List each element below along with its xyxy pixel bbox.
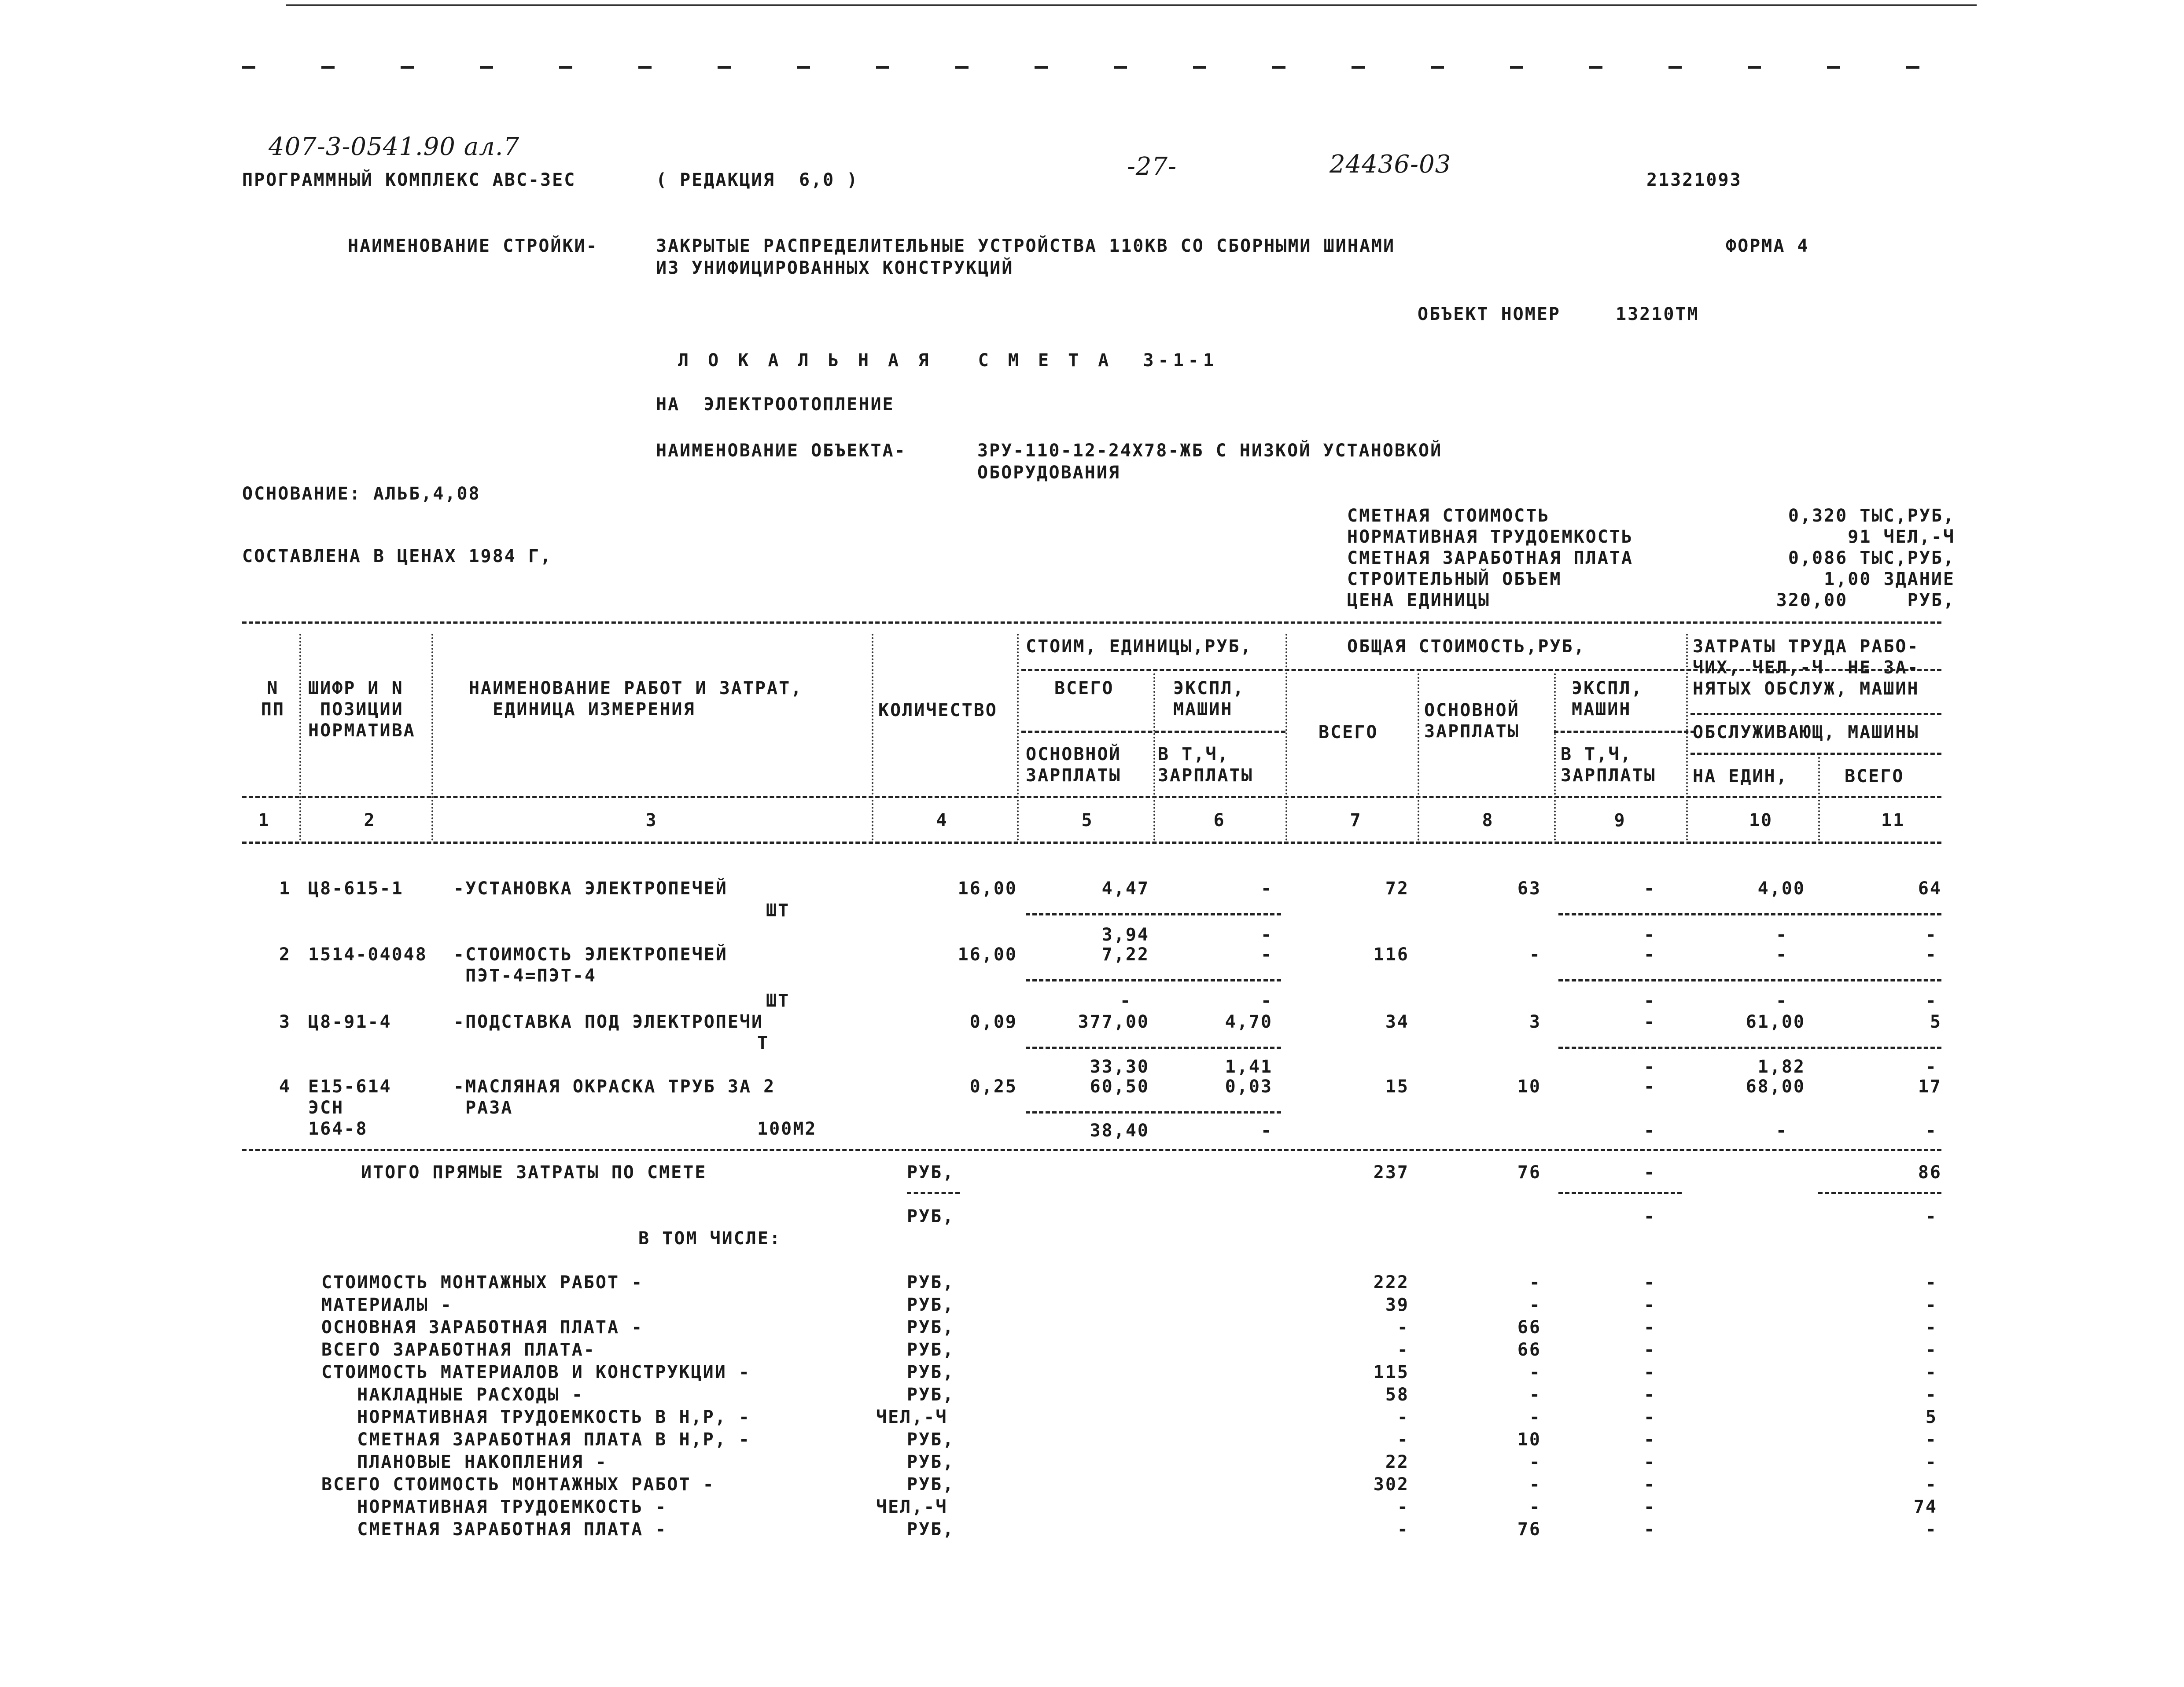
row-qty: 16,00 <box>958 945 1017 965</box>
perforation-dash <box>401 66 414 69</box>
column-separator <box>1285 634 1287 841</box>
col-header-uc-basic: ОСНОВНОЙ ЗАРПЛАТЫ <box>1026 744 1121 786</box>
construction-name-1: ЗАКРЫТЫЕ РАСПРЕДЕЛИТЕЛЬНЫЕ УСТРОЙСТВА 110КВ СО СБОРНЫМИ ШИНАМИ <box>656 236 1396 256</box>
row-c5b: 3,94 <box>1101 925 1149 945</box>
breakdown-c9: - <box>1643 1295 1656 1315</box>
row-c10: - <box>1775 945 1788 965</box>
column-separator <box>1686 634 1688 841</box>
estimate-on: НА ЭЛЕКТРООТОПЛЕНИЕ <box>656 394 895 415</box>
row-qty: 0,09 <box>969 1012 1017 1032</box>
row-c10b: 1,82 <box>1757 1057 1805 1077</box>
col-header-qty: КОЛИЧЕСТВО <box>878 700 998 720</box>
column-separator <box>1017 634 1019 841</box>
breakdown-c7: - <box>1397 1340 1409 1360</box>
breakdown-label: НОРМАТИВНАЯ ТРУДОЕМКОСТЬ - <box>321 1497 667 1517</box>
column-number: 6 <box>1213 810 1226 831</box>
object-name-2: ОБОРУДОВАНИЯ <box>977 463 1120 483</box>
row-c7: 72 <box>1385 878 1409 899</box>
row-n: 2 <box>279 945 291 965</box>
perforation-dash <box>1668 66 1682 69</box>
column-number: 10 <box>1749 810 1773 831</box>
breakdown-c9: - <box>1643 1497 1656 1517</box>
totals-c11: 86 <box>1918 1162 1942 1183</box>
row-name: -УСТАНОВКА ЭЛЕКТРОПЕЧЕЙ <box>453 878 728 899</box>
row-c9b: - <box>1643 1057 1656 1077</box>
totals-c9b: - <box>1643 1206 1656 1227</box>
breakdown-unit: РУБ, <box>907 1519 955 1540</box>
column-separator <box>431 634 433 841</box>
row-code: Ц8-91-4 <box>308 1012 392 1032</box>
row-sub-rule <box>1026 1111 1281 1114</box>
row-code: 1514-04048 <box>308 945 427 965</box>
estimate-prices: СОСТАВЛЕНА В ЦЕНАХ 1984 Г, <box>242 546 552 566</box>
breakdown-label: НАКЛАДНЫЕ РАСХОДЫ - <box>321 1385 584 1405</box>
column-number: 9 <box>1614 810 1626 831</box>
row-c11: 5 <box>1930 1012 1942 1032</box>
perforation-dash <box>321 66 335 69</box>
breakdown-unit: ЧЕЛ,-Ч <box>876 1497 948 1517</box>
row-c5: 7,22 <box>1101 945 1149 965</box>
row-c5b: 33,30 <box>1090 1057 1149 1077</box>
perforation-dash <box>1906 66 1919 69</box>
perforation-dash <box>1748 66 1761 69</box>
handwritten-ref: 407-3-0541.90 ал.7 <box>269 132 520 161</box>
summary-value: 0,086 ТЫС,РУБ, <box>1788 548 1955 568</box>
table-top-rule <box>242 621 1941 624</box>
breakdown-c7: - <box>1397 1519 1409 1540</box>
perforation-dash <box>1272 66 1285 69</box>
totals-sub-rule <box>1818 1192 1941 1194</box>
construction-label: НАИМЕНОВАНИЕ СТРОЙКИ- <box>348 236 598 256</box>
breakdown-unit: РУБ, <box>907 1272 955 1293</box>
totals-sub-rule <box>907 1192 960 1194</box>
summary-label: СТРОИТЕЛЬНЫЙ ОБЪЕМ <box>1347 569 1562 589</box>
row-unit: Т <box>757 1033 770 1053</box>
col-header-uc-total: ВСЕГО <box>1054 678 1114 698</box>
breakdown-unit: РУБ, <box>907 1474 955 1495</box>
row-c9: - <box>1643 1077 1656 1097</box>
breakdown-label: НОРМАТИВНАЯ ТРУДОЕМКОСТЬ В Н,Р, - <box>321 1407 751 1427</box>
breakdown-unit: РУБ, <box>907 1340 955 1360</box>
row-unit: 100М2 <box>757 1119 817 1139</box>
column-number: 4 <box>936 810 948 831</box>
construction-name-2: ИЗ УНИФИЦИРОВАННЫХ КОНСТРУКЦИЙ <box>656 258 1014 278</box>
row-sub-rule <box>1026 979 1281 981</box>
col-header-name: НАИМЕНОВАНИЕ РАБОТ И ЗАТРАТ, ЕДИНИЦА ИЗМЕРЕНИЯ <box>469 678 803 720</box>
col-header-unit-cost: СТОИМ, ЕДИНИЦЫ,РУБ, <box>1026 636 1252 657</box>
row-n: 3 <box>279 1012 291 1032</box>
col-header-tc-basic: ОСНОВНОЙ ЗАРПЛАТЫ <box>1424 700 1520 742</box>
row-c9: - <box>1643 1012 1656 1032</box>
breakdown-c9: - <box>1643 1362 1656 1382</box>
row-c5: 60,50 <box>1090 1077 1149 1097</box>
row-c11b: - <box>1925 1121 1937 1141</box>
perforation-dash <box>1035 66 1048 69</box>
breakdown-c7: 222 <box>1373 1272 1409 1293</box>
perforation-dash <box>1431 66 1444 69</box>
row-c6: - <box>1260 945 1273 965</box>
column-separator <box>1554 673 1556 841</box>
breakdown-c11: 5 <box>1925 1407 1937 1427</box>
breakdown-unit: ЧЕЛ,-Ч <box>876 1407 948 1427</box>
object-number-value: 13210ТМ <box>1616 304 1699 324</box>
form-label: ФОРМА 4 <box>1726 236 1809 256</box>
breakdown-c9: - <box>1643 1317 1656 1338</box>
breakdown-c11: - <box>1925 1385 1937 1405</box>
column-numbers-rule <box>242 842 1941 844</box>
col-header-labor-total: ВСЕГО <box>1845 766 1904 787</box>
breakdown-c11: - <box>1925 1519 1937 1540</box>
col-header-labor: ЗАТРАТЫ ТРУДА РАБО- ЧИХ, ЧЕЛ,-Ч НЕ ЗА- НЯТЫХ ОБСЛУЖ, МАШИН <box>1693 636 1919 699</box>
document-number: 21321093 <box>1646 170 1742 190</box>
row-c6b: - <box>1260 925 1273 945</box>
col-header-total-cost: ОБЩАЯ СТОИМОСТЬ,РУБ, <box>1347 636 1586 657</box>
breakdown-unit: РУБ, <box>907 1317 955 1338</box>
breakdown-c11: - <box>1925 1340 1937 1360</box>
breakdown-label: МАТЕРИАЛЫ - <box>321 1295 453 1315</box>
totals-unit-2: РУБ, <box>907 1206 955 1227</box>
totals-c7: 237 <box>1373 1162 1409 1183</box>
summary-label: НОРМАТИВНАЯ ТРУДОЕМКОСТЬ <box>1347 527 1633 547</box>
row-c10: 4,00 <box>1757 878 1805 899</box>
breakdown-c7: 58 <box>1385 1385 1409 1405</box>
breakdown-c9: - <box>1643 1519 1656 1540</box>
breakdown-c8: - <box>1529 1272 1541 1293</box>
breakdown-label: ПЛАНОВЫЕ НАКОПЛЕНИЯ - <box>321 1452 608 1472</box>
column-number: 11 <box>1881 810 1905 831</box>
row-c9b: - <box>1643 925 1656 945</box>
object-name-1: ЗРУ-110-12-24Х78-ЖБ С НИЗКОЙ УСТАНОВКОЙ <box>977 441 1443 461</box>
row-sub-rule <box>1558 979 1941 981</box>
perforation-dash <box>797 66 810 69</box>
row-c8: 63 <box>1517 878 1541 899</box>
header-sub-rule <box>1690 753 1941 755</box>
row-qty: 16,00 <box>958 878 1017 899</box>
row-unit: ШТ <box>766 991 790 1011</box>
breakdown-c8: - <box>1529 1295 1541 1315</box>
summary-label: ЦЕНА ЕДИНИЦЫ <box>1347 590 1490 610</box>
row-name: -СТОИМОСТЬ ЭЛЕКТРОПЕЧЕЙ ПЭТ-4=ПЭТ-4 <box>453 945 728 986</box>
row-c8: 10 <box>1517 1077 1541 1097</box>
column-number: 3 <box>645 810 658 831</box>
row-c6: 4,70 <box>1225 1012 1273 1032</box>
col-header-code: ШИФР И N ПОЗИЦИИ НОРМАТИВА <box>308 678 416 741</box>
row-c11b: - <box>1925 991 1937 1011</box>
summary-label: СМЕТНАЯ СТОИМОСТЬ <box>1347 506 1550 526</box>
row-code: Ц8-615-1 <box>308 878 404 899</box>
row-c10: 68,00 <box>1746 1077 1805 1097</box>
totals-label: ИТОГО ПРЯМЫЕ ЗАТРАТЫ ПО СМЕТЕ <box>361 1162 707 1183</box>
row-c9: - <box>1643 945 1656 965</box>
row-c5b: 38,40 <box>1090 1121 1149 1141</box>
totals-unit: РУБ, <box>907 1162 955 1183</box>
row-name: -МАСЛЯНАЯ ОКРАСКА ТРУБ ЗА 2 РАЗА <box>453 1077 776 1118</box>
row-sub-rule <box>1558 913 1941 915</box>
row-c11: 64 <box>1918 878 1942 899</box>
breakdown-label: СМЕТНАЯ ЗАРАБОТНАЯ ПЛАТА В Н,Р, - <box>321 1430 751 1450</box>
breakdown-c8: - <box>1529 1407 1541 1427</box>
row-unit: ШТ <box>766 900 790 921</box>
summary-value: 320,00 РУБ, <box>1776 590 1955 610</box>
breakdown-c8: 66 <box>1517 1340 1541 1360</box>
row-c6b: - <box>1260 991 1273 1011</box>
breakdown-c8: 66 <box>1517 1317 1541 1338</box>
perforation-row <box>0 66 2184 70</box>
row-c6b: 1,41 <box>1225 1057 1273 1077</box>
breakdown-c7: - <box>1397 1430 1409 1450</box>
col-header-tc-machines: ЭКСПЛ, МАШИН <box>1572 678 1643 720</box>
column-separator <box>872 634 873 841</box>
summary-value: 0,320 ТЫС,РУБ, <box>1788 506 1955 526</box>
breakdown-c8: - <box>1529 1385 1541 1405</box>
perforation-dash <box>1827 66 1840 69</box>
row-sub-rule <box>1558 1047 1941 1049</box>
row-c7: 34 <box>1385 1012 1409 1032</box>
perforation-dash <box>559 66 572 69</box>
handwritten-code: 24436-03 <box>1330 150 1451 179</box>
breakdown-c7: - <box>1397 1317 1409 1338</box>
breakdown-unit: РУБ, <box>907 1295 955 1315</box>
breakdown-unit: РУБ, <box>907 1362 955 1382</box>
column-number: 7 <box>1350 810 1362 831</box>
totals-sub-rule <box>1558 1192 1682 1194</box>
column-number: 5 <box>1081 810 1094 831</box>
breakdown-c9: - <box>1643 1385 1656 1405</box>
col-header-labor-service: ОБСЛУЖИВАЮЩ, МАШИНЫ <box>1693 722 1919 742</box>
breakdown-c9: - <box>1643 1272 1656 1293</box>
totals-c9: - <box>1643 1162 1656 1183</box>
row-c11: 17 <box>1918 1077 1942 1097</box>
breakdown-c9: - <box>1643 1474 1656 1495</box>
totals-c11b: - <box>1925 1206 1937 1227</box>
totals-incl-label: В ТОМ ЧИСЛЕ: <box>638 1228 781 1249</box>
perforation-dash <box>876 66 889 69</box>
col-header-uc-machines: ЭКСПЛ, МАШИН <box>1173 678 1245 720</box>
row-c7: 15 <box>1385 1077 1409 1097</box>
breakdown-label: ВСЕГО СТОИМОСТЬ МОНТАЖНЫХ РАБОТ - <box>321 1474 715 1495</box>
row-c11: - <box>1925 945 1937 965</box>
row-c10b: - <box>1775 991 1788 1011</box>
perforation-dash <box>718 66 731 69</box>
column-number: 1 <box>258 810 270 831</box>
breakdown-c11: - <box>1925 1295 1937 1315</box>
perforation-dash <box>1114 66 1127 69</box>
col-header-labor-unit: НА ЕДИН, <box>1693 766 1788 787</box>
breakdown-unit: РУБ, <box>907 1430 955 1450</box>
object-label: НАИМЕНОВАНИЕ ОБЪЕКТА- <box>656 441 906 461</box>
perforation-dash <box>480 66 493 69</box>
breakdown-label: ВСЕГО ЗАРАБОТНАЯ ПЛАТА- <box>321 1340 596 1360</box>
column-number: 8 <box>1482 810 1494 831</box>
summary-value: 91 ЧЕЛ,-Ч <box>1848 527 1955 547</box>
row-c6b: - <box>1260 1121 1273 1141</box>
breakdown-c9: - <box>1643 1430 1656 1450</box>
breakdown-c11: - <box>1925 1272 1937 1293</box>
column-separator <box>1153 673 1155 841</box>
breakdown-c9: - <box>1643 1407 1656 1427</box>
perforation-dash <box>955 66 969 69</box>
breakdown-c7: 302 <box>1373 1474 1409 1495</box>
col-header-uc-incl: В Т,Ч, ЗАРПЛАТЫ <box>1158 744 1253 786</box>
col-header-tc-incl: В Т,Ч, ЗАРПЛАТЫ <box>1561 744 1656 786</box>
row-n: 1 <box>279 878 291 899</box>
header-sub-rule <box>1554 731 1695 733</box>
row-c5b: - <box>1120 991 1132 1011</box>
row-c10: 61,00 <box>1746 1012 1805 1032</box>
row-qty: 0,25 <box>969 1077 1017 1097</box>
program-name: ПРОГРАММНЫЙ КОМПЛЕКС АВС-3ЕС <box>242 170 576 190</box>
estimate-title: Л О К А Л Ь Н А Я С М Е Т А 3-1-1 <box>678 350 1218 371</box>
breakdown-c7: 22 <box>1385 1452 1409 1472</box>
breakdown-unit: РУБ, <box>907 1452 955 1472</box>
breakdown-c8: - <box>1529 1497 1541 1517</box>
row-c6: 0,03 <box>1225 1077 1273 1097</box>
col-header-n: N ПП <box>261 678 285 720</box>
breakdown-c7: - <box>1397 1407 1409 1427</box>
col-header-tc-total: ВСЕГО <box>1319 722 1378 742</box>
column-separator <box>1818 757 1820 841</box>
header-sub-rule <box>1690 713 1941 715</box>
row-c7: 116 <box>1373 945 1409 965</box>
row-c11b: - <box>1925 925 1937 945</box>
breakdown-c11: - <box>1925 1317 1937 1338</box>
breakdown-c8: - <box>1529 1474 1541 1495</box>
perforation-dash <box>1510 66 1523 69</box>
row-sub-rule <box>1026 1047 1281 1049</box>
totals-top-rule <box>242 1149 1941 1151</box>
row-c10b: - <box>1775 925 1788 945</box>
breakdown-label: ОСНОВНАЯ ЗАРАБОТНАЯ ПЛАТА - <box>321 1317 644 1338</box>
row-code: Е15-614 ЭСН 164-8 <box>308 1077 392 1139</box>
breakdown-c9: - <box>1643 1452 1656 1472</box>
row-c10b: - <box>1775 1121 1788 1141</box>
row-c8: - <box>1529 945 1541 965</box>
breakdown-label: СТОИМОСТЬ МОНТАЖНЫХ РАБОТ - <box>321 1272 644 1293</box>
row-c9b: - <box>1643 991 1656 1011</box>
row-n: 4 <box>279 1077 291 1097</box>
object-number-label: ОБЪЕКТ НОМЕР <box>1418 304 1561 324</box>
breakdown-c8: 76 <box>1517 1519 1541 1540</box>
program-edition: ( РЕДАКЦИЯ 6,0 ) <box>656 170 859 190</box>
totals-c8: 76 <box>1517 1162 1541 1183</box>
perforation-dash <box>1352 66 1365 69</box>
breakdown-c11: - <box>1925 1474 1937 1495</box>
row-c9: - <box>1643 878 1656 899</box>
perforation-dash <box>1193 66 1206 69</box>
row-name: -ПОДСТАВКА ПОД ЭЛЕКТРОПЕЧИ <box>453 1012 764 1032</box>
row-c9b: - <box>1643 1121 1656 1141</box>
row-c5: 377,00 <box>1078 1012 1149 1032</box>
breakdown-c8: 10 <box>1517 1430 1541 1450</box>
breakdown-unit: РУБ, <box>907 1385 955 1405</box>
column-separator <box>1418 673 1419 841</box>
estimate-basis: ОСНОВАНИЕ: АЛЬБ,4,08 <box>242 484 481 504</box>
breakdown-c8: - <box>1529 1362 1541 1382</box>
breakdown-label: СМЕТНАЯ ЗАРАБОТНАЯ ПЛАТА - <box>321 1519 667 1540</box>
breakdown-c7: 39 <box>1385 1295 1409 1315</box>
perforation-dash <box>242 66 255 69</box>
breakdown-c11: - <box>1925 1452 1937 1472</box>
perforation-dash <box>1589 66 1602 69</box>
summary-value: 1,00 ЗДАНИЕ <box>1824 569 1955 589</box>
breakdown-c11: 74 <box>1913 1497 1937 1517</box>
breakdown-c7: 115 <box>1373 1362 1409 1382</box>
column-number: 2 <box>364 810 376 831</box>
row-sub-rule <box>1026 913 1281 915</box>
breakdown-c8: - <box>1529 1452 1541 1472</box>
top-rule <box>286 4 1977 6</box>
row-c8: 3 <box>1529 1012 1541 1032</box>
breakdown-label: СТОИМОСТЬ МАТЕРИАЛОВ И КОНСТРУКЦИИ - <box>321 1362 751 1382</box>
breakdown-c11: - <box>1925 1362 1937 1382</box>
row-c5: 4,47 <box>1101 878 1149 899</box>
breakdown-c9: - <box>1643 1340 1656 1360</box>
row-c6: - <box>1260 878 1273 899</box>
summary-label: СМЕТНАЯ ЗАРАБОТНАЯ ПЛАТА <box>1347 548 1633 568</box>
column-separator <box>299 634 301 841</box>
perforation-dash <box>638 66 652 69</box>
row-c11b: - <box>1925 1057 1937 1077</box>
breakdown-c11: - <box>1925 1430 1937 1450</box>
breakdown-c7: - <box>1397 1497 1409 1517</box>
handwritten-page: -27- <box>1127 152 1177 181</box>
